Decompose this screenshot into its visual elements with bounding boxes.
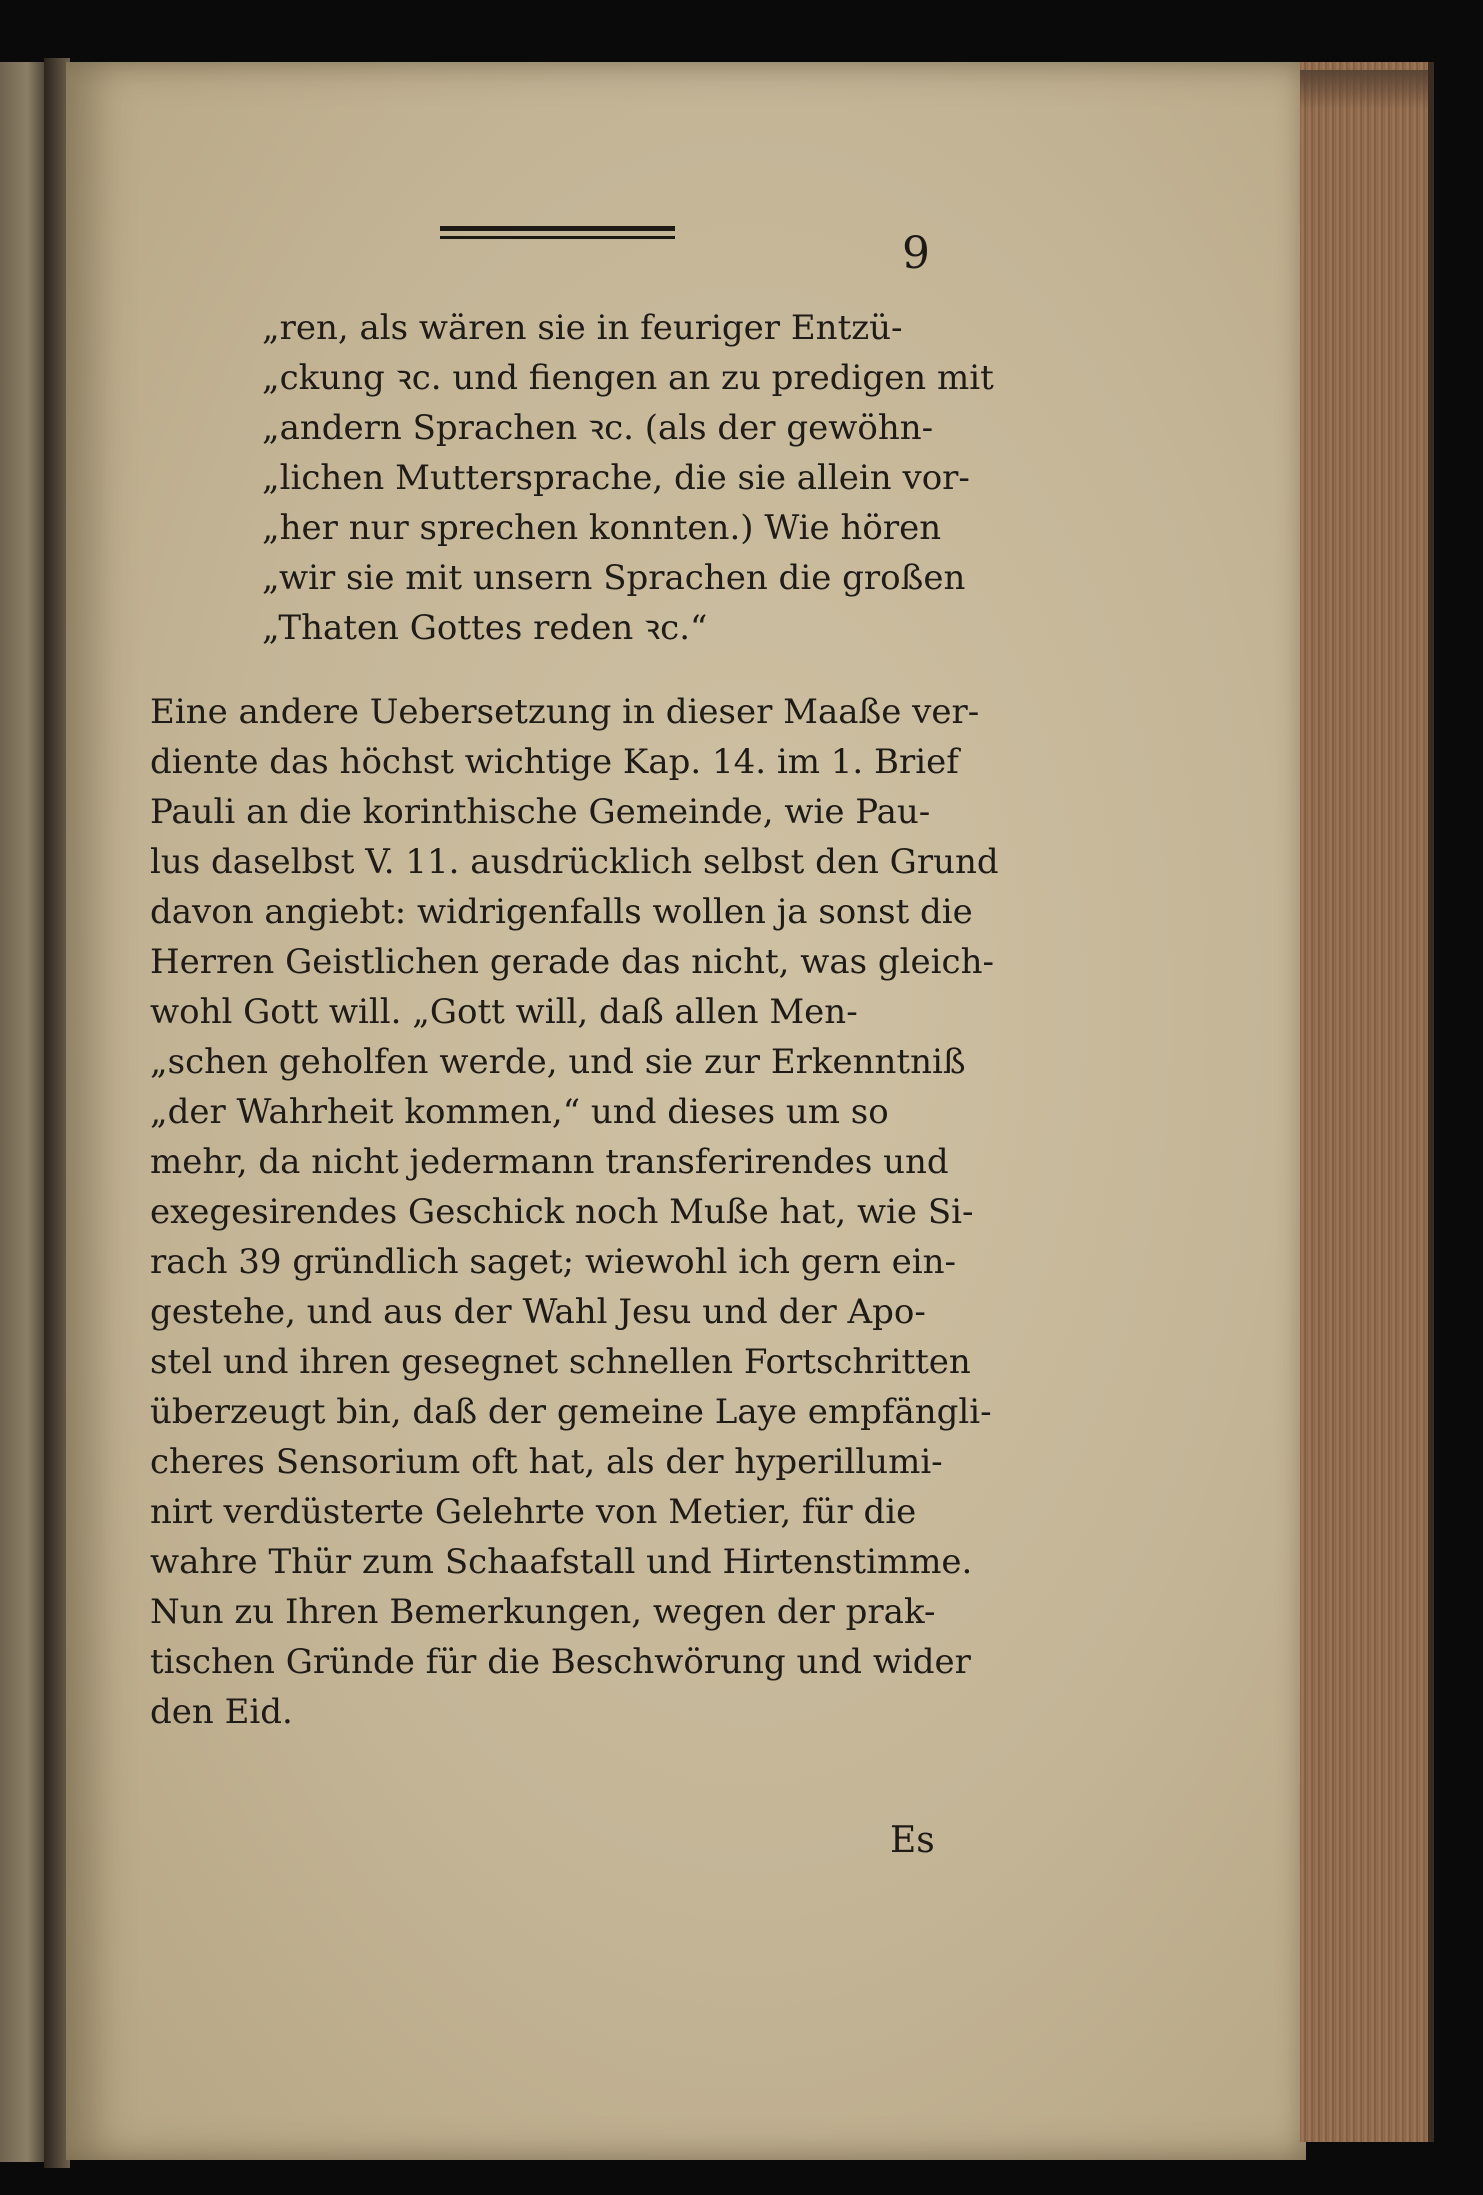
paragraph-line: Herren Geistlichen gerade das nicht, was gleich-	[150, 942, 994, 982]
quote-line: „her nur sprechen konnten.) Wie hören	[262, 508, 942, 548]
paragraph-line: den Eid.	[150, 1692, 293, 1732]
facing-page-edge	[0, 62, 46, 2162]
paragraph-line: gestehe, und aus der Wahl Jesu und der Apo-	[150, 1292, 926, 1332]
paragraph-line: stel und ihren gesegnet schnellen Fortschritten	[150, 1342, 971, 1382]
paragraph-line: lus daselbst V. 11. ausdrücklich selbst den Grund	[150, 842, 999, 882]
catchword: Es	[890, 1820, 935, 1861]
page-number: 9	[902, 228, 930, 279]
page-block-edge	[1300, 62, 1434, 2142]
paragraph-line: Nun zu Ihren Bemerkungen, wegen der prak-	[150, 1592, 936, 1632]
paragraph-line: überzeugt bin, daß der gemeine Laye empfängli-	[150, 1392, 992, 1432]
quote-line: „Thaten Gottes reden ꝛc.“	[262, 608, 708, 648]
paragraph-line: nirt verdüsterte Gelehrte von Metier, für die	[150, 1492, 917, 1532]
quote-line: „ckung ꝛc. und fiengen an zu predigen mit	[262, 358, 994, 398]
quote-line: „wir sie mit unsern Sprachen die großen	[262, 558, 966, 598]
paragraph-line: wahre Thür zum Schaafstall und Hirtenstimme.	[150, 1542, 973, 1582]
paragraph-line: diente das höchst wichtige Kap. 14. im 1. Brief	[150, 742, 959, 782]
paragraph-line: exegesirendes Geschick noch Muße hat, wie Si-	[150, 1192, 974, 1232]
quote-line: „lichen Muttersprache, die sie allein vor-	[262, 458, 970, 498]
paragraph-line: Pauli an die korinthische Gemeinde, wie Pau-	[150, 792, 931, 832]
paragraph-line: rach 39 gründlich saget; wiewohl ich gern ein-	[150, 1242, 957, 1282]
header-rule-thin	[440, 236, 675, 239]
paragraph-line: „schen geholfen werde, und sie zur Erkenntniß	[150, 1042, 966, 1082]
paragraph-line: mehr, da nicht jedermann transferirendes und	[150, 1142, 949, 1182]
quote-line: „andern Sprachen ꝛc. (als der gewöhn-	[262, 408, 934, 448]
paragraph-line: cheres Sensorium oft hat, als der hyperillumi-	[150, 1442, 943, 1482]
quote-line: „ren, als wären sie in feuriger Entzü-	[262, 308, 903, 348]
page-block-shadow	[1300, 70, 1428, 110]
header-rule-thick	[440, 226, 675, 231]
paragraph-line: Eine andere Uebersetzung in dieser Maaße ver-	[150, 692, 980, 732]
paragraph-line: tischen Gründe für die Beschwörung und wider	[150, 1642, 971, 1682]
paragraph-line: „der Wahrheit kommen,“ und dieses um so	[150, 1092, 889, 1132]
paragraph-line: davon angiebt: widrigenfalls wollen ja sonst die	[150, 892, 973, 932]
paragraph-line: wohl Gott will. „Gott will, daß allen Men-	[150, 992, 858, 1032]
